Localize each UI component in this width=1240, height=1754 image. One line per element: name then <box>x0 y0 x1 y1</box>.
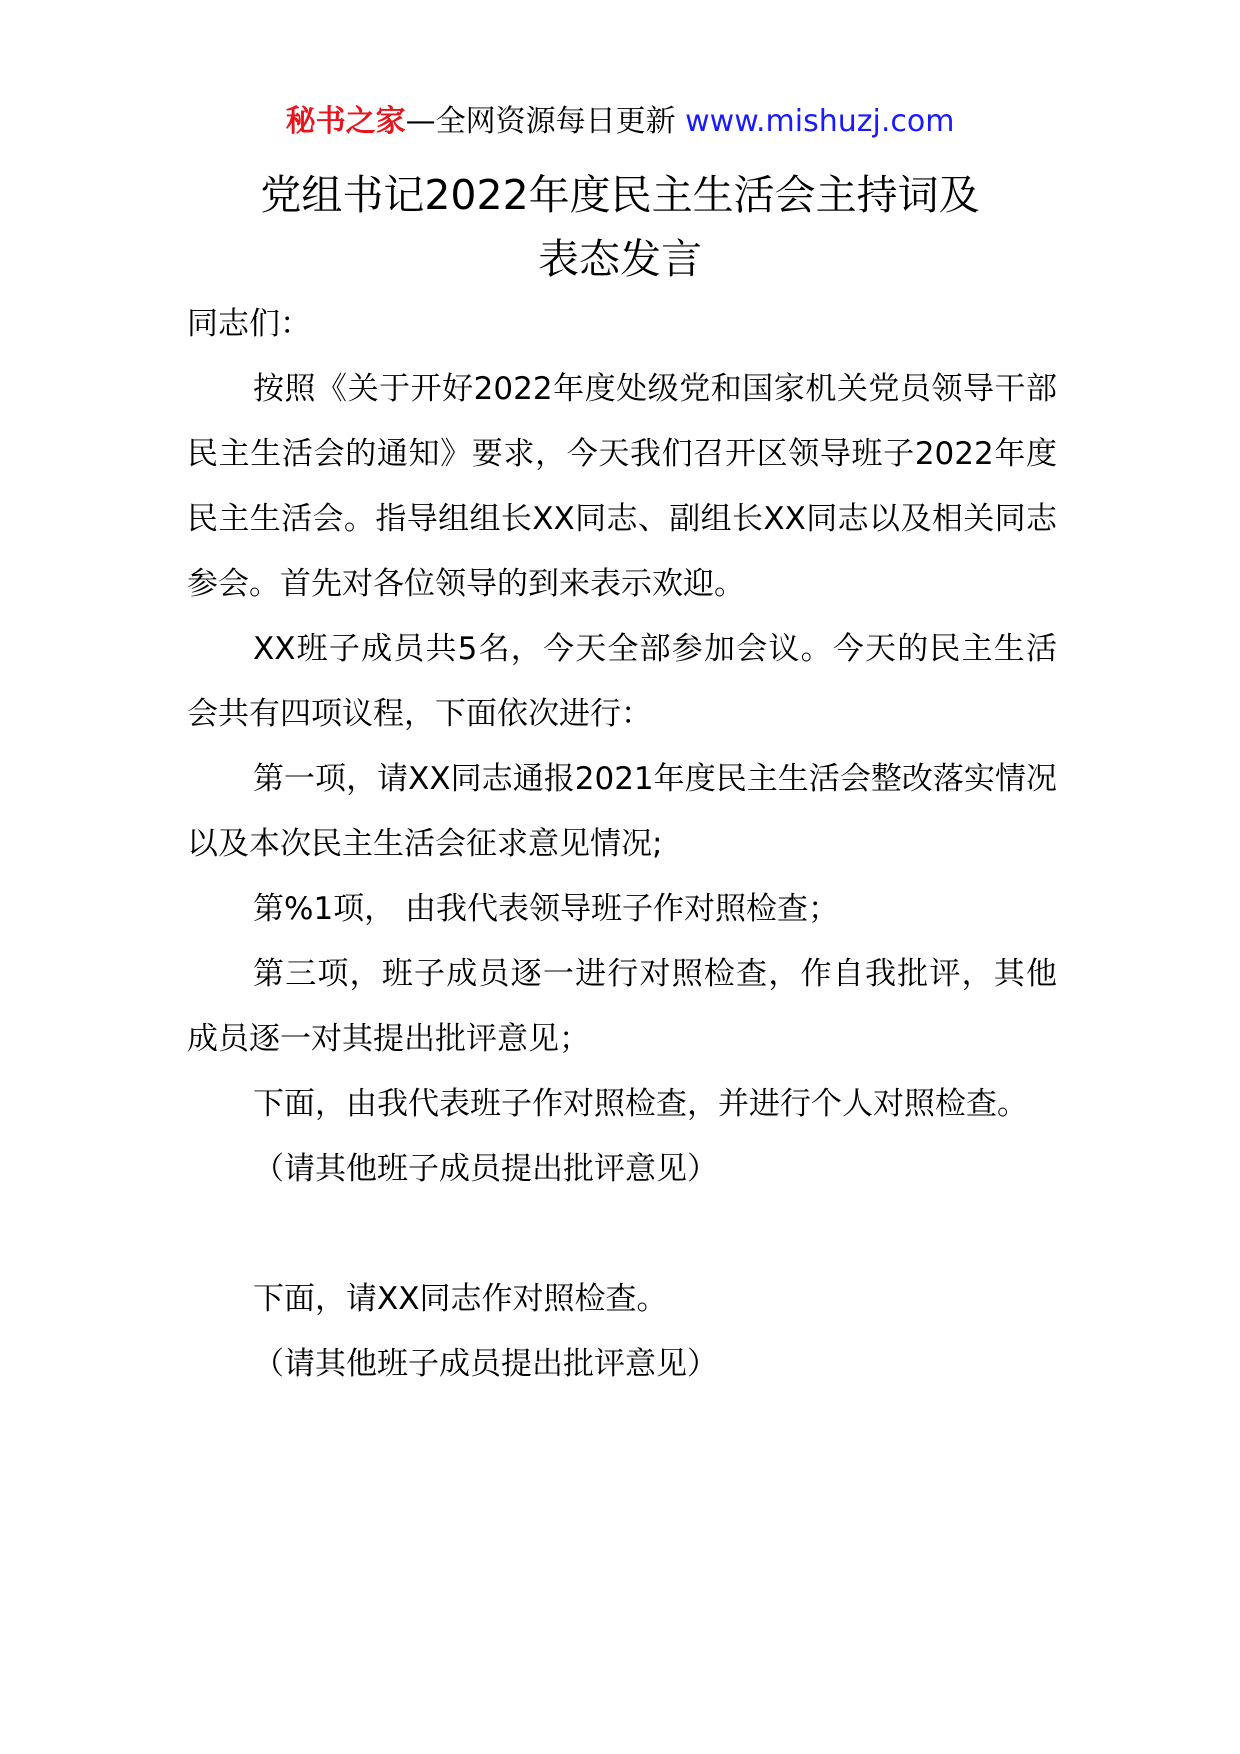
paragraph-member-review: 下面，请XX同志作对照检查。 <box>253 1281 668 1317</box>
agenda-item-2: 第%1项， 由我代表领导班子作对照检查； <box>253 891 840 927</box>
document-title-line-2: 表态发言 <box>538 235 702 283</box>
site-url-link[interactable]: www.mishuzj.com <box>685 104 955 139</box>
criticism-note: （请其他班子成员提出批评意见） <box>253 1346 718 1382</box>
document-title <box>180 163 1060 291</box>
site-slogan: —全网资源每日更新 <box>405 104 686 139</box>
paragraph-self-review: 下面，由我代表班子作对照检查，并进行个人对照检查。 <box>253 1086 1028 1122</box>
agenda-item-3: 第三项，班子成员逐一进行对照检查，作自我批评，其他成员逐一对其提出批评意见； <box>187 956 1057 1057</box>
site-brand: 秘书之家 <box>285 104 406 139</box>
paragraph-opening: 按照《关于开好2022年度处级党和国家机关党员领导干部民主生活会的通知》要求，今天我们召开区领导班子2022年度民主生活会。指导组组长XX同志、副组长XX同志以及相关同志参会。首先对各位领导的到来表示欢迎。 <box>187 371 1057 602</box>
paragraph-attendance: XX班子成员共5名，今天全部参加会议。今天的民主生活会共有四项议程，下面依次进行： <box>187 631 1057 732</box>
criticism-note: （请其他班子成员提出批评意见） <box>253 1151 718 1187</box>
document-title-line-1: 党组书记2022年度民主生活会主持词及 <box>260 171 980 219</box>
salutation: 同志们： <box>187 306 311 342</box>
agenda-item-1: 第一项，请XX同志通报2021年度民主生活会整改落实情况以及本次民主生活会征求意见情况; <box>187 761 1057 862</box>
site-header <box>0 102 1240 142</box>
document-body <box>187 292 1057 1397</box>
